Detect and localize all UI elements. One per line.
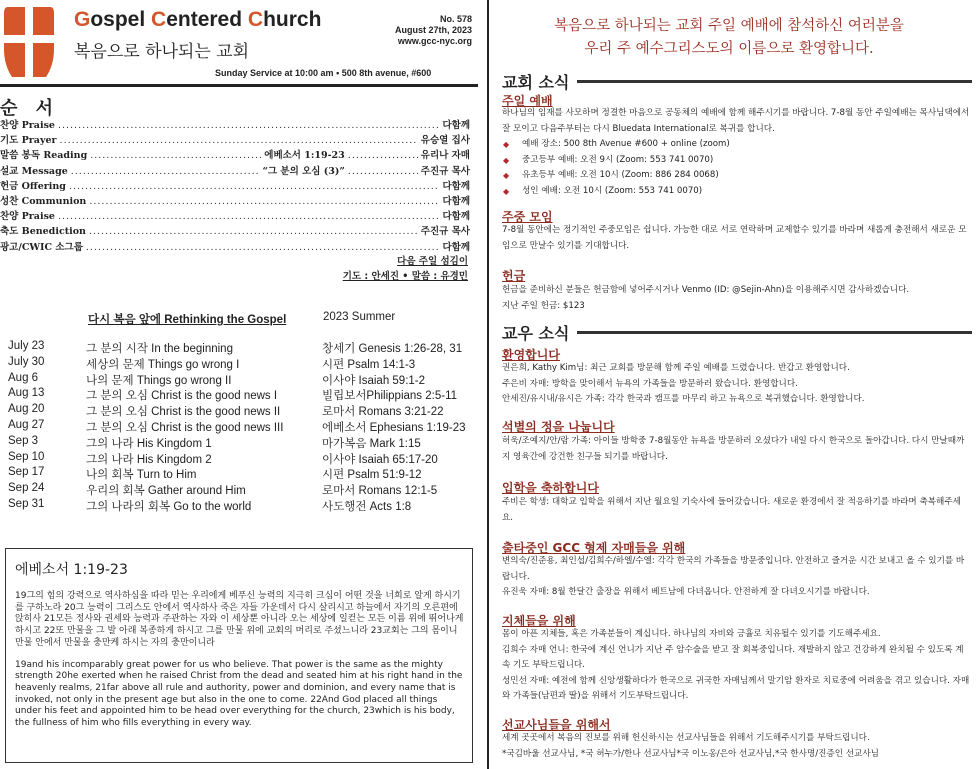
- worship-list-item: ◆ 예배 장소: 500 8th Avenue #600 + online (zoom): [502, 137, 970, 153]
- schedule-row: [8, 356, 478, 372]
- leader-dots: [89, 226, 418, 237]
- schedule-topic: 우리의 회복 Gather around Him: [86, 485, 246, 498]
- church-name: [74, 8, 321, 32]
- schedule-scripture: 시편 Psalm 51:9-12: [322, 469, 422, 482]
- order-item-name: 광고/CWIC 소그룹: [0, 241, 83, 253]
- order-item: [0, 208, 470, 223]
- issue-info: [395, 14, 472, 47]
- church-name-initial: G: [74, 8, 91, 31]
- order-list: [0, 117, 470, 254]
- schedule-scripture: 에베소서 Ephesians 1:19-23: [322, 421, 466, 434]
- prayer-list: [502, 627, 970, 705]
- welcome-line-2: 우리 주 예수그리스도의 이름으로 환영합니다.: [584, 41, 874, 57]
- next-week-title: 다음 주일 섬김이: [397, 256, 468, 267]
- order-item: [0, 147, 470, 162]
- travel-list: [502, 554, 970, 601]
- prayer-title: 지체들을 위해: [502, 614, 576, 628]
- order-item-leader: 다함께: [442, 180, 470, 192]
- leader-dots: [86, 242, 440, 253]
- order-item-name: 찬양 Praise: [0, 211, 55, 223]
- order-item-leader: 다함께: [442, 211, 470, 223]
- leader-dots: [71, 166, 260, 177]
- order-item-name: 설교 Message: [0, 165, 68, 177]
- schedule-topic: 그의 나라의 회복 Go to the world: [86, 500, 252, 513]
- schedule-topic: 그 분의 오심 Christ is the good news III: [86, 421, 284, 434]
- offering-text: [502, 283, 970, 314]
- schedule-date: Sep 10: [8, 450, 45, 463]
- welcome-item: 권은희, Kathy Kim님: 최근 교회를 방문해 함께 주일 예배를 드렸습니다. 반갑고 환영합니다.: [502, 363, 850, 373]
- member-news-title: 교우 소식: [502, 324, 570, 343]
- leader-dots: [58, 211, 440, 222]
- leader-dots: [348, 150, 418, 161]
- mission-title: 선교사님들을 위해서: [502, 718, 611, 732]
- mission-text: [502, 731, 970, 762]
- service-info: Sunday Service at 10:00 am • 500 8th avenue, #600: [215, 68, 432, 78]
- travel-item: 변의숙/진준용, 최인섭/김희수/하엘/수엘: 각각 한국의 가족들을 방문중입니다. 안전하고 즐거운 시간 보내고 올 수 있기를 바랍니다.: [502, 556, 965, 582]
- schedule-topic: 그 분의 시작 In the beginning: [86, 343, 233, 355]
- scripture-korean: 19그의 힘의 강력으로 역사하심을 따라 믿는 우리에게 베푸신 능력의 지극히 크심이 어떤 것을 너희로 알게 하시기를 구하노라 20그 능력이 그리스도 안에서 역사하사 죽은 자들 가운데서 다시 살리시고 하늘에서 자기의 오른편에 앉히사 21모든 정사와 권세와 능력과 주관하는 자와 이 세상뿐 아니라 오는 세상에 일컫는 모든 이름 위에 뛰어나게 하시고 22또 만물을 그 발 아래 복종하게 하시고 그를 만물 위에 교회의 머리로 주셨느니라 23교회는 그의 몸이니 만물 안에서 만물을 충만케 하시는 자의 충만이니라: [15, 591, 464, 648]
- scripture-title: 에베소서 1:19-23: [15, 562, 128, 578]
- issue-date: August 27th, 2023: [394, 25, 472, 35]
- next-week-servers: [343, 254, 468, 284]
- church-news-title: 교회 소식: [502, 73, 570, 92]
- order-item-leader: 다함께: [442, 120, 470, 131]
- order-item-leader: 다함께: [442, 195, 470, 207]
- left-column: [0, 0, 482, 769]
- order-item: [0, 193, 470, 208]
- leader-dots: [58, 120, 440, 131]
- schedule-scripture: 이사야 Isaiah 59:1-2: [322, 374, 426, 387]
- schedule-row: [8, 482, 478, 498]
- order-item-detail: “그 분의 오심 (3)”: [262, 165, 345, 177]
- schedule-scripture: 마가복음 Mark 1:15: [322, 437, 421, 450]
- scripture-box: [5, 548, 473, 763]
- church-name-initial: C: [247, 8, 264, 31]
- church-name-word: entered: [166, 8, 248, 31]
- schedule-scripture: 시편 Psalm 14:1-3: [322, 358, 416, 371]
- header-divider: [0, 84, 478, 87]
- prayer-item: 성민선 자매: 예전에 함께 신앙생활하다가 한국으로 귀국한 자매님께서 말기암 환자로 치료중에 어려움을 겪고 있습니다. 자매와 가족들(남편과 딸)을 위해서 기도부탁드립니다.: [502, 675, 970, 701]
- schedule-scripture: 로마서 Romans 12:1-5: [322, 485, 438, 498]
- column-divider: [487, 0, 489, 769]
- schedule-topic: 나의 문제 Things go wrong II: [86, 374, 232, 387]
- order-title: 순 서: [0, 98, 60, 119]
- heading-rule: [577, 331, 972, 334]
- schedule-row: [8, 387, 478, 403]
- church-korean-name: 복음으로 하나되는 교회: [74, 42, 250, 62]
- schedule-date: Sep 17: [8, 466, 45, 479]
- worship-text: 하나님의 임재를 사모하며 정결한 마음으로 공동체의 예배에 함께 해주시기를 바랍니다. 7-8월 동안 주일예배는 목사님댁에서 잘 모이고 다음주부터는 다시 Bluedata International로 복귀를 합니다.: [502, 108, 970, 134]
- leader-dots: [90, 150, 261, 161]
- schedule-topic: 그 분의 오심 Christ is the good news II: [86, 406, 281, 419]
- travel-title: 출타중인 GCC 형제 자매들을 위해: [502, 541, 686, 555]
- order-item: [0, 132, 470, 147]
- missionary-list: *국김바울 선교사님, *국 허누가/한나 선교사님*국 이노옹/은아 선교사님,*국 한사명/진증인 선교사님: [502, 748, 879, 759]
- right-column: [494, 0, 978, 769]
- issue-number: No. 578: [439, 14, 472, 24]
- mission-request: 세계 곳곳에서 복음의 진보를 위해 헌신하시는 선교사님들을 위해서 기도해주시기를 부탁드립니다.: [502, 733, 870, 743]
- worship-list-item: ◆ 중고등부 예배: 오전 9시 (Zoom: 553 741 0070): [502, 153, 970, 169]
- schedule-date: Aug 20: [8, 403, 45, 416]
- schedule-row: [8, 498, 478, 514]
- order-item-name: 헌금 Offering: [0, 180, 66, 192]
- schedule-topic: 그의 나라 His Kingdom 1: [86, 437, 212, 450]
- schedule-scripture: 사도행전 Acts 1:8: [322, 500, 412, 513]
- order-item-leader: 다함께: [442, 241, 470, 253]
- scripture-english: 19and his incomparably great power for us who believe. That power is the same as the mighty strength 20he exerted when he raised Christ from the dead and seated him at his right hand in the heavenly realms, 21far above all rule and authority, power and dominion, and every name that is invoked, not only in the present age but also in the one to come. 22And God placed all things under his feet and appointed him to be head over everything for the church, 23which is his body, the fullness of him who fills everything in every way.: [15, 659, 463, 729]
- offering-title: 헌금: [502, 269, 526, 283]
- leader-dots: [60, 135, 418, 146]
- order-item-name: 축도 Benediction: [0, 226, 86, 238]
- church-news-heading: [502, 70, 972, 93]
- worship-list-item: ◆ 유초등부 예배: 오전 10시 (Zoom: 886 284 0068): [502, 168, 970, 184]
- leader-dots: [69, 181, 440, 192]
- leader-dots: [89, 196, 439, 207]
- schedule-topic: 그 분의 오심 Christ is the good news I: [86, 390, 278, 403]
- schedule-row: [8, 466, 478, 482]
- schedule-row: [8, 372, 478, 388]
- schedule-scripture: 로마서 Romans 3:21-22: [322, 406, 444, 419]
- leader-dots: [348, 166, 418, 177]
- prayer-item: 김희수 자매 언니: 한국에 계신 언니가 지난 주 암수술을 받고 잘 회복중입니다. 재발하지 않고 건강하게 완치될 수 있도록 계속 기도 부탁드립니다.: [502, 644, 964, 670]
- welcome-item: 주은비 자매: 방학을 맞이해서 뉴욕의 가족들을 방문하러 왔습니다. 환영합니다.: [502, 378, 798, 389]
- schedule-date: Sep 31: [8, 497, 45, 510]
- series-season: 2023 Summer: [323, 311, 396, 323]
- schedule-row: [8, 451, 478, 467]
- church-name-initial: C: [151, 8, 167, 31]
- order-item-leader: 주진규 목사: [420, 165, 470, 177]
- order-item-leader: 주진규 목사: [420, 226, 470, 238]
- heading-rule: [577, 80, 972, 83]
- order-item-name: 기도 Prayer: [0, 135, 57, 147]
- welcome-title: 환영합니다: [502, 348, 560, 362]
- order-item: [0, 223, 470, 238]
- website-link[interactable]: www.gcc-nyc.org: [397, 36, 472, 46]
- schedule-date: Sep 24: [8, 482, 45, 495]
- schedule-topic: 세상의 문제 Things go wrong I: [86, 358, 240, 371]
- order-item-name: 말씀 봉독 Reading: [0, 150, 88, 162]
- schedule-scripture: 이사야 Isaiah 65:17-20: [322, 453, 438, 466]
- schedule-row: [8, 419, 478, 435]
- schedule-row: [8, 435, 478, 451]
- admission-title: 입학을 축하합니다: [502, 481, 599, 495]
- order-item: [0, 239, 470, 254]
- order-item-name: 찬양 Praise: [0, 120, 55, 131]
- worship-list-item: ◆ 성인 예배: 오전 10시 (Zoom: 553 741 0070): [502, 184, 970, 200]
- next-week-people: 기도 : 안세진 • 말씀 : 유경민: [342, 271, 468, 282]
- travel-item: 유진욱 자매: 8월 한달간 출장을 위해서 베트남에 다녀옵니다. 안전하게 잘 다녀오시기를 바랍니다.: [502, 587, 870, 597]
- order-item-detail: 에베소서 1:19-23: [264, 150, 345, 162]
- worship-list: [502, 137, 970, 199]
- order-item: [0, 117, 470, 132]
- schedule-topic: 그의 나라 His Kingdom 2: [86, 453, 212, 466]
- schedule-scripture: 빌립보서Philippians 2:5-11: [322, 390, 458, 403]
- welcome-message: [494, 15, 964, 61]
- church-logo-cross-icon: [2, 5, 56, 79]
- schedule-date: Sep 3: [8, 434, 39, 447]
- schedule-row: [8, 403, 478, 419]
- offering-last-week: 지난 주일 헌금: $123: [502, 300, 585, 311]
- worship-title: 주일 예배: [502, 94, 553, 108]
- farewell-text: 허욱/조예지/안/람 가족: 아이들 방학중 7-8월동안 뉴욕을 방문하러 오셨다가 내일 다시 한국으로 돌아갑니다. 다시 만날때까지 영육간에 강건한 친구들 되기를 바랍니다.: [502, 436, 965, 462]
- member-news-heading: [502, 321, 972, 344]
- schedule-row: [8, 340, 478, 356]
- midweek-title: 주중 모임: [502, 210, 553, 224]
- order-item-leader: 유리나 자매: [420, 150, 470, 162]
- series-schedule: [8, 340, 478, 514]
- schedule-date: Aug 13: [8, 387, 45, 400]
- offering-instructions: 헌금을 준비하신 분들은 헌금함에 넣어주시거나 Venmo (ID: @Sejin-Ahn)을 이용해주시면 감사하겠습니다.: [502, 285, 910, 295]
- farewell-title: 석별의 정을 나눕니다: [502, 420, 615, 434]
- schedule-date: Aug 27: [8, 418, 45, 431]
- schedule-date: July 30: [8, 355, 45, 368]
- church-name-word: ospel: [90, 8, 152, 31]
- schedule-date: July 23: [8, 340, 45, 352]
- midweek-text: 7-8월 동안에는 정기적인 주중모임은 쉽니다. 가능한 대로 서로 연락하며 교제할수 있기를 바라며 새롭게 충전해서 새로운 모임으로 만날수 있기를 기대합니다.: [502, 225, 967, 251]
- schedule-date: Aug 6: [8, 371, 39, 384]
- order-item: [0, 163, 470, 178]
- order-item: [0, 178, 470, 193]
- admission-text: 주비은 학생: 대학교 입학을 위해서 지난 월요일 기숙사에 들어갔습니다. 새로운 환경에서 잘 적응하기를 바라며 축복해주세요.: [502, 497, 961, 523]
- welcome-list: [502, 361, 970, 408]
- welcome-item: 안세진/유시내/유시은 가족: 각각 한국과 캠프를 마무리 하고 뉴욕으로 복귀했습니다. 환영합니다.: [502, 394, 865, 404]
- series-title: 다시 복음 앞에 Rethinking the Gospel: [88, 314, 287, 326]
- schedule-scripture: 창세기 Genesis 1:26-28, 31: [322, 343, 463, 355]
- church-name-word: hurch: [263, 8, 322, 31]
- schedule-topic: 나의 회복 Turn to Him: [86, 469, 197, 482]
- welcome-line-1: 복음으로 하나되는 교회 주일 예배에 참석하신 여러분을: [554, 18, 904, 34]
- prayer-item: 몸이 아픈 지체들, 혹은 가족분들이 계십니다. 하나님의 자비와 긍휼로 치유될수 있기를 기도해주세요.: [502, 629, 881, 639]
- order-item-name: 성찬 Communion: [0, 195, 87, 207]
- order-item-leader: 유승열 집사: [420, 135, 470, 147]
